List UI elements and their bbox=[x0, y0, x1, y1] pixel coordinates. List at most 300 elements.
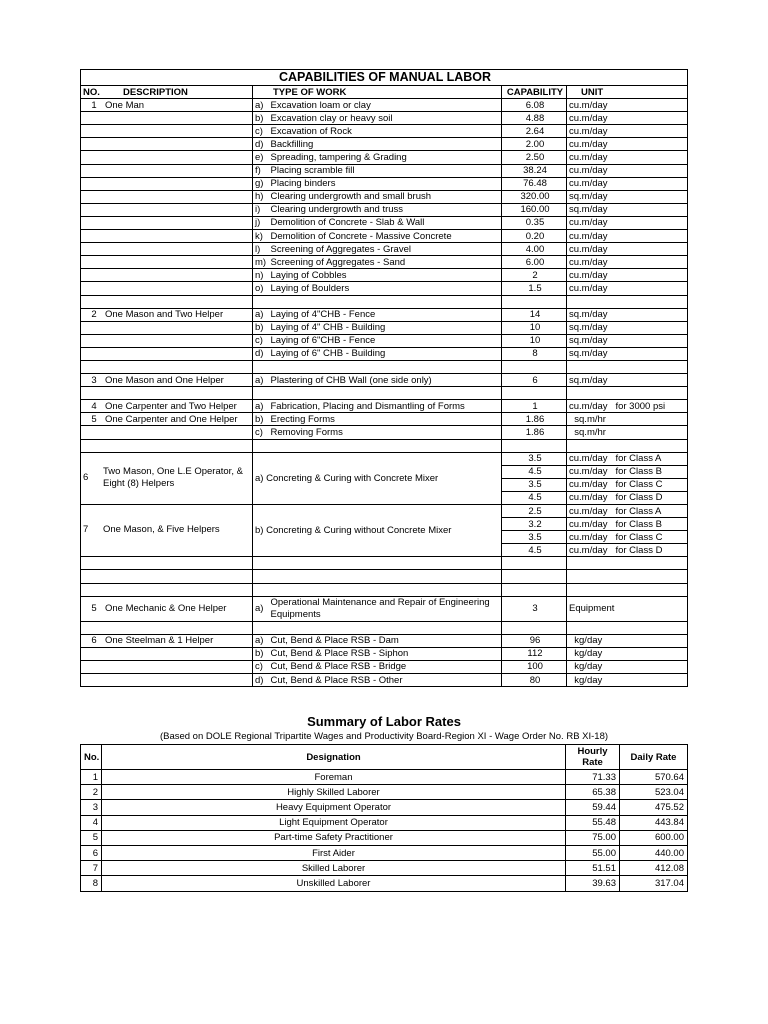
crew-description: One Mechanic & One Helper bbox=[105, 603, 227, 615]
description-cell bbox=[81, 125, 253, 138]
designation: Skilled Laborer bbox=[102, 861, 566, 876]
work-item-label: b) bbox=[253, 321, 269, 334]
capability-row bbox=[81, 308, 688, 321]
capability-value: 10 bbox=[502, 321, 567, 334]
row-number: 7 bbox=[83, 524, 89, 536]
type-of-work: Cut, Bend & Place RSB - Dam bbox=[269, 634, 502, 647]
type-of-work bbox=[269, 557, 502, 570]
capability-row bbox=[81, 596, 688, 621]
description-cell bbox=[81, 634, 253, 647]
description-cell bbox=[81, 426, 253, 439]
unit-value: sq.m/day bbox=[567, 190, 688, 203]
work-item-label: d) bbox=[253, 347, 269, 360]
daily-rate: 475.52 bbox=[620, 800, 688, 815]
rate-no: 5 bbox=[81, 830, 102, 845]
work-item-label: c) bbox=[253, 426, 269, 439]
unit-value bbox=[567, 570, 688, 583]
capability-value: 6 bbox=[502, 374, 567, 387]
work-item-label: o) bbox=[253, 282, 269, 295]
type-of-work: Cut, Bend & Place RSB - Other bbox=[269, 674, 502, 687]
unit-value: cu.m/day for Class C bbox=[567, 478, 688, 491]
description-cell bbox=[81, 295, 253, 308]
row-number: 5 bbox=[91, 603, 97, 615]
capability-row bbox=[81, 400, 688, 413]
work-item-label bbox=[253, 583, 269, 596]
crew-description: One Mason, & Five Helpers bbox=[103, 524, 220, 536]
crew-description: One Mason and One Helper bbox=[105, 374, 224, 386]
capabilities-title: CAPABILITIES OF MANUAL LABOR bbox=[81, 70, 688, 86]
description-cell bbox=[81, 151, 253, 164]
rate-no: 7 bbox=[81, 861, 102, 876]
unit-value: cu.m/day for Class C bbox=[567, 531, 688, 544]
capability-value: 2.50 bbox=[502, 151, 567, 164]
capability-value: 2.64 bbox=[502, 125, 567, 138]
type-of-work: Excavation of Rock bbox=[269, 125, 502, 138]
type-of-work bbox=[269, 439, 502, 452]
capability-value: 160.00 bbox=[502, 203, 567, 216]
capability-row bbox=[81, 138, 688, 151]
description-cell bbox=[81, 452, 253, 504]
crew-description: One Steelman & 1 Helper bbox=[105, 635, 214, 647]
capability-row bbox=[81, 647, 688, 660]
unit-value: cu.m/day bbox=[567, 112, 688, 125]
unit-value: cu.m/day bbox=[567, 269, 688, 282]
unit-value bbox=[567, 387, 688, 400]
work-item-label: a) bbox=[253, 634, 269, 647]
rate-no: 2 bbox=[81, 785, 102, 800]
unit-value: kg/day bbox=[567, 674, 688, 687]
capability-value: 3 bbox=[502, 596, 567, 621]
row-number: 6 bbox=[91, 635, 97, 647]
capability-row bbox=[81, 164, 688, 177]
capability-value: 1 bbox=[502, 400, 567, 413]
work-item-label: c) bbox=[253, 125, 269, 138]
type-of-work: Laying of 4"CHB - Fence bbox=[269, 308, 502, 321]
description-cell bbox=[81, 660, 253, 673]
header-no-description: NO. DESCRIPTION bbox=[81, 86, 253, 99]
labor-rate-row bbox=[81, 861, 688, 876]
daily-rate: 440.00 bbox=[620, 845, 688, 860]
daily-rate: 443.84 bbox=[620, 815, 688, 830]
capabilities-table bbox=[80, 69, 688, 687]
description-cell bbox=[81, 230, 253, 243]
type-of-work: Clearing undergrowth and small brush bbox=[269, 190, 502, 203]
capability-row bbox=[81, 334, 688, 347]
capability-row bbox=[81, 426, 688, 439]
type-of-work: Excavation loam or clay bbox=[269, 99, 502, 112]
unit-value: sq.m/day bbox=[567, 347, 688, 360]
capability-row bbox=[81, 151, 688, 164]
capability-row bbox=[81, 282, 688, 295]
description-cell bbox=[81, 269, 253, 282]
crew-description: Two Mason, One L.E Operator, & Eight (8) Helpers bbox=[103, 466, 243, 490]
designation: Highly Skilled Laborer bbox=[102, 785, 566, 800]
unit-value: sq.m/day bbox=[567, 308, 688, 321]
type-of-work: Fabrication, Placing and Dismantling of Forms bbox=[269, 400, 502, 413]
capability-row bbox=[81, 387, 688, 400]
description-cell bbox=[81, 505, 253, 557]
hourly-rate: 55.48 bbox=[566, 815, 620, 830]
description-cell bbox=[81, 439, 253, 452]
work-item-label bbox=[253, 557, 269, 570]
type-of-work: a) Concreting & Curing with Concrete Mixer bbox=[253, 452, 502, 504]
unit-value: cu.m/day bbox=[567, 151, 688, 164]
daily-rate: 317.04 bbox=[620, 876, 688, 891]
capability-row bbox=[81, 374, 688, 387]
crew-description: One Man bbox=[105, 99, 145, 111]
work-item-label: n) bbox=[253, 269, 269, 282]
rate-no: 6 bbox=[81, 845, 102, 860]
unit-value bbox=[567, 557, 688, 570]
description-cell bbox=[81, 570, 253, 583]
description-cell bbox=[81, 112, 253, 125]
work-item-label: d) bbox=[253, 674, 269, 687]
capability-row bbox=[81, 99, 688, 112]
capability-row bbox=[81, 230, 688, 243]
capability-value: 4.5 bbox=[502, 544, 567, 557]
work-item-label: k) bbox=[253, 230, 269, 243]
hourly-rate: 55.00 bbox=[566, 845, 620, 860]
capability-row bbox=[81, 256, 688, 269]
type-of-work: Laying of 4" CHB - Building bbox=[269, 321, 502, 334]
capability-row bbox=[81, 634, 688, 647]
description-cell bbox=[81, 347, 253, 360]
unit-value: cu.m/day for 3000 psi bbox=[567, 400, 688, 413]
type-of-work: Laying of Boulders bbox=[269, 282, 502, 295]
crew-description: One Carpenter and Two Helper bbox=[105, 400, 237, 412]
type-of-work: Removing Forms bbox=[269, 426, 502, 439]
capability-value: 3.5 bbox=[502, 452, 567, 465]
description-cell bbox=[81, 374, 253, 387]
type-of-work: Backfilling bbox=[269, 138, 502, 151]
unit-value: Equipment bbox=[567, 596, 688, 621]
capability-value: 4.88 bbox=[502, 112, 567, 125]
type-of-work: Spreading, tampering & Grading bbox=[269, 151, 502, 164]
capability-value: 320.00 bbox=[502, 190, 567, 203]
type-of-work: Laying of 6" CHB - Building bbox=[269, 347, 502, 360]
work-item-label: b) bbox=[253, 413, 269, 426]
unit-value bbox=[567, 621, 688, 634]
capability-row bbox=[81, 112, 688, 125]
unit-value: cu.m/day for Class D bbox=[567, 544, 688, 557]
work-item-label bbox=[253, 360, 269, 373]
unit-value: kg/day bbox=[567, 647, 688, 660]
row-number: 5 bbox=[91, 413, 97, 425]
type-of-work bbox=[269, 360, 502, 373]
description-cell bbox=[81, 243, 253, 256]
designation: Light Equipment Operator bbox=[102, 815, 566, 830]
header-daily-rate: Daily Rate bbox=[620, 745, 688, 770]
unit-value: cu.m/day for Class D bbox=[567, 491, 688, 504]
capability-value: 38.24 bbox=[502, 164, 567, 177]
crew-description: One Mason and Two Helper bbox=[105, 309, 224, 321]
capability-value: 1.86 bbox=[502, 426, 567, 439]
capability-row bbox=[81, 583, 688, 596]
hourly-rate: 51.51 bbox=[566, 861, 620, 876]
capability-row bbox=[81, 216, 688, 229]
capability-value: 2 bbox=[502, 269, 567, 282]
crew-description: One Carpenter and One Helper bbox=[105, 413, 238, 425]
unit-value: sq.m/hr bbox=[567, 426, 688, 439]
designation: Part-time Safety Practitioner bbox=[102, 830, 566, 845]
capability-value: 2.00 bbox=[502, 138, 567, 151]
unit-value: kg/day bbox=[567, 660, 688, 673]
header-capability: CAPABILITY bbox=[502, 86, 567, 99]
type-of-work: Clearing undergrowth and truss bbox=[269, 203, 502, 216]
capability-value: 6.08 bbox=[502, 99, 567, 112]
type-of-work: Screening of Aggregates - Gravel bbox=[269, 243, 502, 256]
rate-no: 1 bbox=[81, 770, 102, 785]
row-number: 4 bbox=[91, 400, 97, 412]
capability-row bbox=[81, 660, 688, 673]
header-unit: UNIT bbox=[567, 86, 688, 99]
capability-value: 96 bbox=[502, 634, 567, 647]
daily-rate: 412.08 bbox=[620, 861, 688, 876]
work-item-label bbox=[253, 621, 269, 634]
type-of-work: Placing scramble fill bbox=[269, 164, 502, 177]
work-item-label: f) bbox=[253, 164, 269, 177]
work-item-label: a) bbox=[253, 400, 269, 413]
daily-rate: 570.64 bbox=[620, 770, 688, 785]
designation: Foreman bbox=[102, 770, 566, 785]
capability-value bbox=[502, 360, 567, 373]
capability-value bbox=[502, 583, 567, 596]
work-item-label bbox=[253, 439, 269, 452]
description-cell bbox=[81, 400, 253, 413]
capability-row bbox=[81, 243, 688, 256]
unit-value: cu.m/day bbox=[567, 125, 688, 138]
description-cell bbox=[81, 413, 253, 426]
unit-value: sq.m/day bbox=[567, 374, 688, 387]
capability-row bbox=[81, 413, 688, 426]
work-item-label: j) bbox=[253, 216, 269, 229]
type-of-work: Demolition of Concrete - Massive Concrete bbox=[269, 230, 502, 243]
capability-value: 76.48 bbox=[502, 177, 567, 190]
description-cell bbox=[81, 177, 253, 190]
row-number: 1 bbox=[91, 99, 97, 111]
work-item-label: h) bbox=[253, 190, 269, 203]
summary-subtitle: (Based on DOLE Regional Tripartite Wages and Productivity Board-Region XI - Wage Order No. RB XI-18) bbox=[159, 731, 609, 742]
unit-value: cu.m/day bbox=[567, 99, 688, 112]
capability-value: 10 bbox=[502, 334, 567, 347]
type-of-work: Cut, Bend & Place RSB - Siphon bbox=[269, 647, 502, 660]
labor-rate-row bbox=[81, 845, 688, 860]
hourly-rate: 39.63 bbox=[566, 876, 620, 891]
description-cell bbox=[81, 138, 253, 151]
designation: Heavy Equipment Operator bbox=[102, 800, 566, 815]
unit-value: sq.m/day bbox=[567, 203, 688, 216]
capability-value bbox=[502, 439, 567, 452]
description-cell bbox=[81, 190, 253, 203]
header-designation: Designation bbox=[102, 745, 566, 770]
work-item-label: m) bbox=[253, 256, 269, 269]
type-of-work bbox=[269, 583, 502, 596]
capability-row bbox=[81, 125, 688, 138]
capability-row bbox=[81, 347, 688, 360]
labor-rate-row bbox=[81, 770, 688, 785]
type-of-work: b) Concreting & Curing without Concrete Mixer bbox=[253, 505, 502, 557]
daily-rate: 523.04 bbox=[620, 785, 688, 800]
capability-row bbox=[81, 439, 688, 452]
designation: Unskilled Laborer bbox=[102, 876, 566, 891]
capability-row bbox=[81, 621, 688, 634]
work-item-label: a) bbox=[253, 99, 269, 112]
capability-row bbox=[81, 674, 688, 687]
description-cell bbox=[81, 674, 253, 687]
description-cell bbox=[81, 557, 253, 570]
capability-value: 3.2 bbox=[502, 518, 567, 531]
description-cell bbox=[81, 256, 253, 269]
capability-value: 6.00 bbox=[502, 256, 567, 269]
work-item-label: c) bbox=[253, 334, 269, 347]
description-cell bbox=[81, 164, 253, 177]
capability-value: 3.5 bbox=[502, 531, 567, 544]
unit-value bbox=[567, 295, 688, 308]
work-item-label: d) bbox=[253, 138, 269, 151]
description-cell bbox=[81, 99, 253, 112]
unit-value: cu.m/day bbox=[567, 243, 688, 256]
hourly-rate: 59.44 bbox=[566, 800, 620, 815]
capability-value: 4.5 bbox=[502, 465, 567, 478]
type-of-work: Cut, Bend & Place RSB - Bridge bbox=[269, 660, 502, 673]
description-cell bbox=[81, 387, 253, 400]
row-number: 2 bbox=[91, 309, 97, 321]
type-of-work: Erecting Forms bbox=[269, 413, 502, 426]
type-of-work: Placing binders bbox=[269, 177, 502, 190]
description-cell bbox=[81, 621, 253, 634]
description-cell bbox=[81, 360, 253, 373]
designation: First Aider bbox=[102, 845, 566, 860]
capability-row bbox=[81, 570, 688, 583]
row-number: 6 bbox=[83, 472, 89, 484]
unit-value: cu.m/day for Class A bbox=[567, 452, 688, 465]
description-cell bbox=[81, 334, 253, 347]
daily-rate: 600.00 bbox=[620, 830, 688, 845]
capability-row bbox=[81, 269, 688, 282]
description-cell bbox=[81, 216, 253, 229]
description-cell bbox=[81, 647, 253, 660]
capability-row bbox=[81, 203, 688, 216]
capability-value: 1.86 bbox=[502, 413, 567, 426]
labor-rate-row bbox=[81, 785, 688, 800]
type-of-work: Laying of 6"CHB - Fence bbox=[269, 334, 502, 347]
unit-value: cu.m/day bbox=[567, 230, 688, 243]
capability-value: 8 bbox=[502, 347, 567, 360]
work-item-label bbox=[253, 570, 269, 583]
work-item-label bbox=[253, 295, 269, 308]
capability-row bbox=[81, 190, 688, 203]
unit-value: cu.m/day bbox=[567, 256, 688, 269]
capability-value bbox=[502, 295, 567, 308]
capability-value: 100 bbox=[502, 660, 567, 673]
capability-value: 4.00 bbox=[502, 243, 567, 256]
type-of-work: Operational Maintenance and Repair of Engineering Equipments bbox=[269, 596, 502, 621]
concreting-row bbox=[81, 505, 688, 518]
work-item-label: b) bbox=[253, 112, 269, 125]
description-cell bbox=[81, 282, 253, 295]
capability-value: 80 bbox=[502, 674, 567, 687]
work-item-label: a) bbox=[253, 596, 269, 621]
unit-value: sq.m/day bbox=[567, 334, 688, 347]
capability-row bbox=[81, 177, 688, 190]
unit-value: sq.m/day bbox=[567, 321, 688, 334]
work-item-label: e) bbox=[253, 151, 269, 164]
unit-value: cu.m/day bbox=[567, 216, 688, 229]
unit-value bbox=[567, 583, 688, 596]
description-cell bbox=[81, 583, 253, 596]
unit-value bbox=[567, 360, 688, 373]
capability-value: 14 bbox=[502, 308, 567, 321]
hourly-rate: 75.00 bbox=[566, 830, 620, 845]
work-item-label: g) bbox=[253, 177, 269, 190]
rate-no: 3 bbox=[81, 800, 102, 815]
row-number: 3 bbox=[91, 374, 97, 386]
rate-no: 8 bbox=[81, 876, 102, 891]
hourly-rate: 65.38 bbox=[566, 785, 620, 800]
type-of-work: Demolition of Concrete - Slab & Wall bbox=[269, 216, 502, 229]
work-item-label: l) bbox=[253, 243, 269, 256]
description-cell bbox=[81, 321, 253, 334]
unit-value: kg/day bbox=[567, 634, 688, 647]
unit-value bbox=[567, 439, 688, 452]
rate-no: 4 bbox=[81, 815, 102, 830]
unit-value: cu.m/day for Class A bbox=[567, 505, 688, 518]
description-cell bbox=[81, 203, 253, 216]
work-item-label bbox=[253, 387, 269, 400]
capability-value: 2.5 bbox=[502, 505, 567, 518]
type-of-work: Plastering of CHB Wall (one side only) bbox=[269, 374, 502, 387]
capability-value: 4.5 bbox=[502, 491, 567, 504]
capability-value: 0.20 bbox=[502, 230, 567, 243]
unit-value: cu.m/day bbox=[567, 164, 688, 177]
description-cell bbox=[81, 596, 253, 621]
header-hourly-rate: Hourly Rate bbox=[566, 745, 620, 770]
capability-row bbox=[81, 557, 688, 570]
type-of-work bbox=[269, 570, 502, 583]
summary-title: Summary of Labor Rates bbox=[307, 714, 461, 729]
capability-value: 112 bbox=[502, 647, 567, 660]
unit-value: cu.m/day bbox=[567, 177, 688, 190]
unit-value: cu.m/day for Class B bbox=[567, 518, 688, 531]
labor-rate-row bbox=[81, 830, 688, 845]
type-of-work bbox=[269, 295, 502, 308]
capability-value: 1.5 bbox=[502, 282, 567, 295]
work-item-label: i) bbox=[253, 203, 269, 216]
work-item-label: a) bbox=[253, 308, 269, 321]
capability-value bbox=[502, 570, 567, 583]
work-item-label: a) bbox=[253, 374, 269, 387]
unit-value: cu.m/day for Class B bbox=[567, 465, 688, 478]
capability-value bbox=[502, 387, 567, 400]
capability-row bbox=[81, 321, 688, 334]
capability-row bbox=[81, 295, 688, 308]
header-no: No. bbox=[81, 745, 102, 770]
concreting-row bbox=[81, 452, 688, 465]
labor-rate-row bbox=[81, 815, 688, 830]
capability-value bbox=[502, 621, 567, 634]
capability-value: 3.5 bbox=[502, 478, 567, 491]
labor-rate-row bbox=[81, 876, 688, 891]
unit-value: cu.m/day bbox=[567, 282, 688, 295]
capability-value: 0.35 bbox=[502, 216, 567, 229]
type-of-work: Laying of Cobbles bbox=[269, 269, 502, 282]
type-of-work: Screening of Aggregates - Sand bbox=[269, 256, 502, 269]
type-of-work bbox=[269, 621, 502, 634]
type-of-work bbox=[269, 387, 502, 400]
type-of-work: Excavation clay or heavy soil bbox=[269, 112, 502, 125]
unit-value: sq.m/hr bbox=[567, 413, 688, 426]
description-cell bbox=[81, 308, 253, 321]
